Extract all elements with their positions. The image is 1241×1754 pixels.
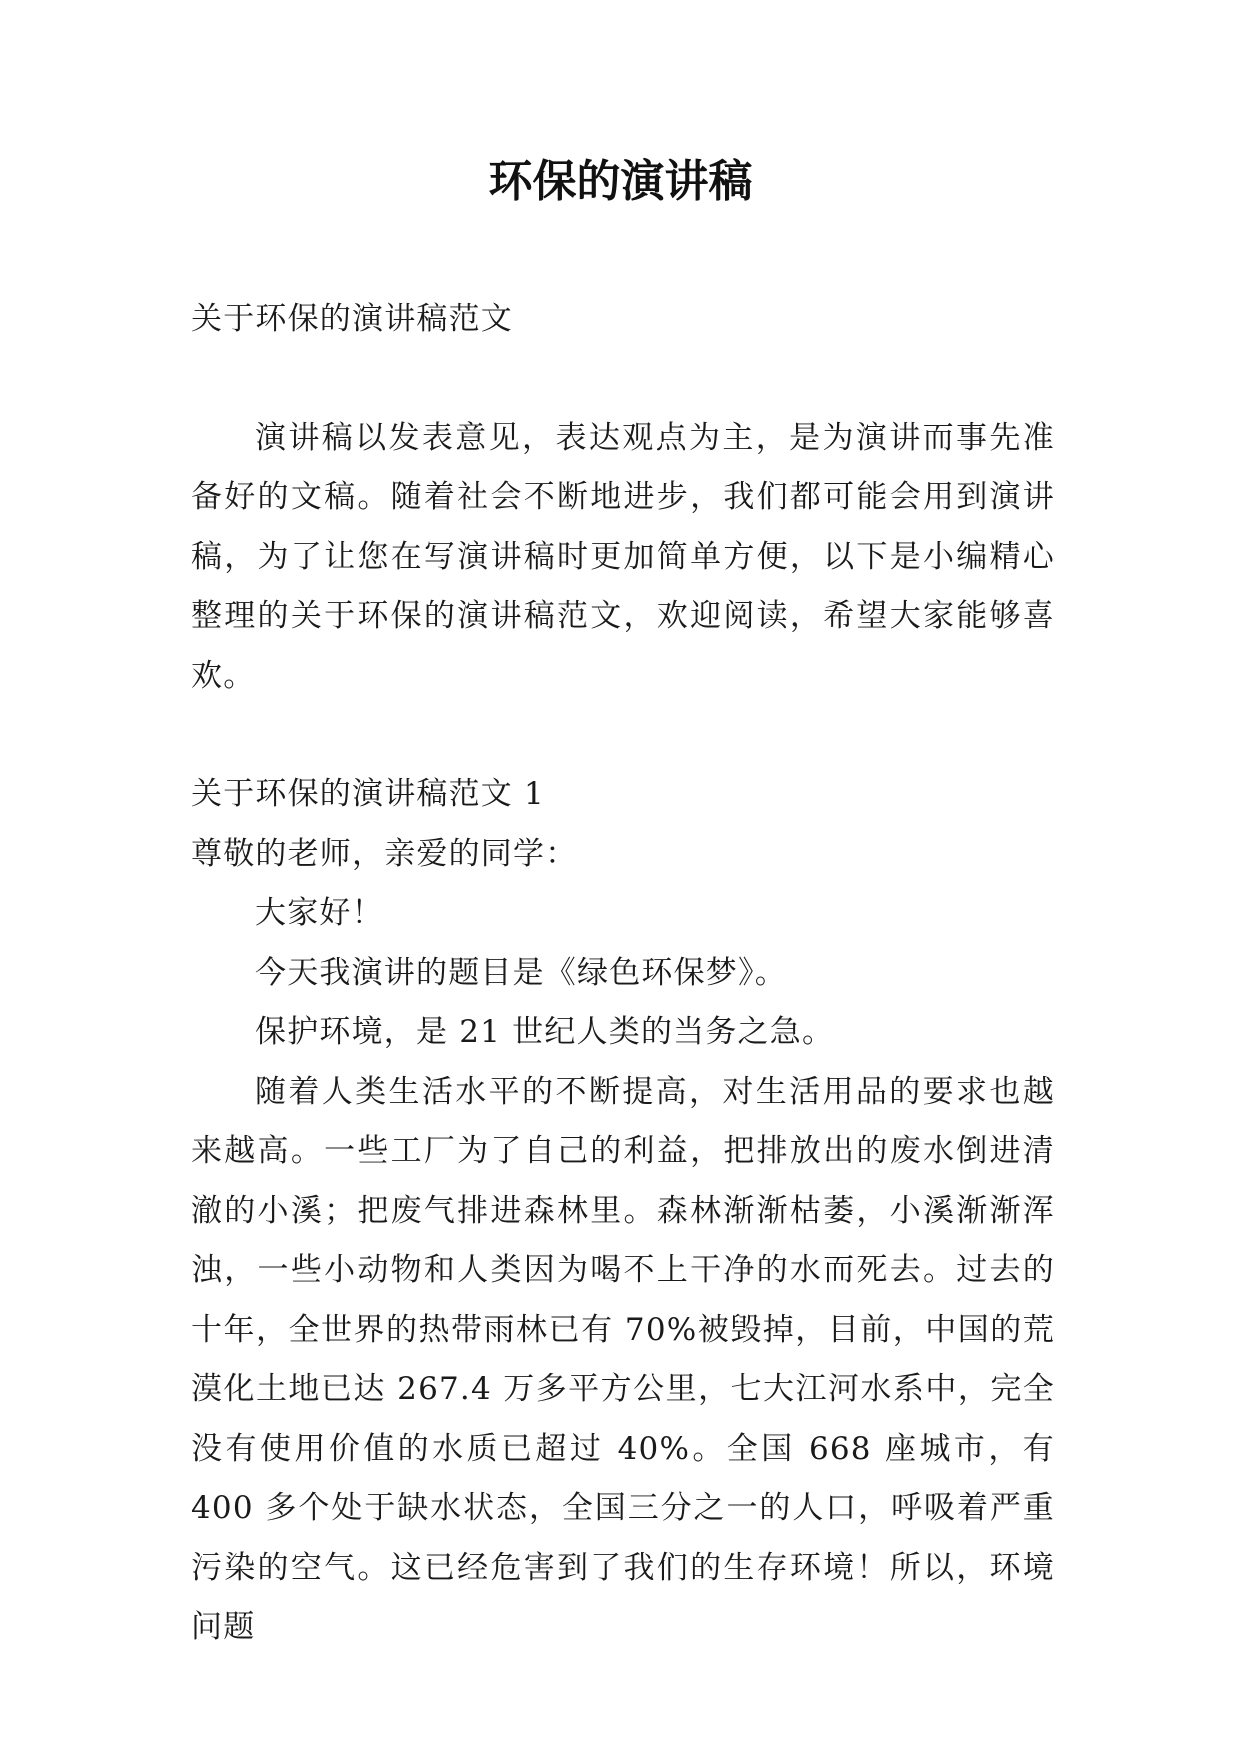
topic-line: 今天我演讲的题目是《绿色环保梦》。 [255,954,787,991]
document-subtitle: 关于环保的演讲稿范文 [191,301,513,337]
salutation: 尊敬的老师，亲爱的同学： [191,835,578,872]
greeting: 大家好！ [255,895,384,931]
section-heading: 关于环保的演讲稿范文 1 [191,776,545,812]
statement-line: 保护环境，是 21 世纪人类的当务之急。 [255,1014,835,1050]
body-paragraph: 随着人类生活水平的不断提高，对生活用品的要求也越来越高。一些工厂为了自己的利益，把排放出的废水倒进清澈的小溪；把废气排进森林里。森林渐渐枯萎，小溪渐渐浑浊，一些小动物和人类因为喝不上干净的水而死去。过去的十年，全世界的热带雨林已有 70%被毁掉，目前，中国的荒漠化土地已达 267.4 万多平方公里，七大江河水系中，完全没有使用价值的水质已超过 40%。全国 668 座城市，有 400 多个处于缺水状态，全国三分之一的人口，呼吸着严重污染的空气。这已经危害到了我们的生存环境！所以，环境问题 [191,1073,1055,1645]
document-body [191,290,1055,1658]
page-title: 环保的演讲稿 [488,156,753,207]
intro-paragraph: 演讲稿以发表意见，表达观点为主，是为演讲而事先准备好的文稿。随着社会不断地进步，我们都可能会用到演讲稿，为了让您在写演讲稿时更加简单方便，以下是小编精心整理的关于环保的演讲稿范文，欢迎阅读，希望大家能够喜欢。 [191,419,1055,694]
